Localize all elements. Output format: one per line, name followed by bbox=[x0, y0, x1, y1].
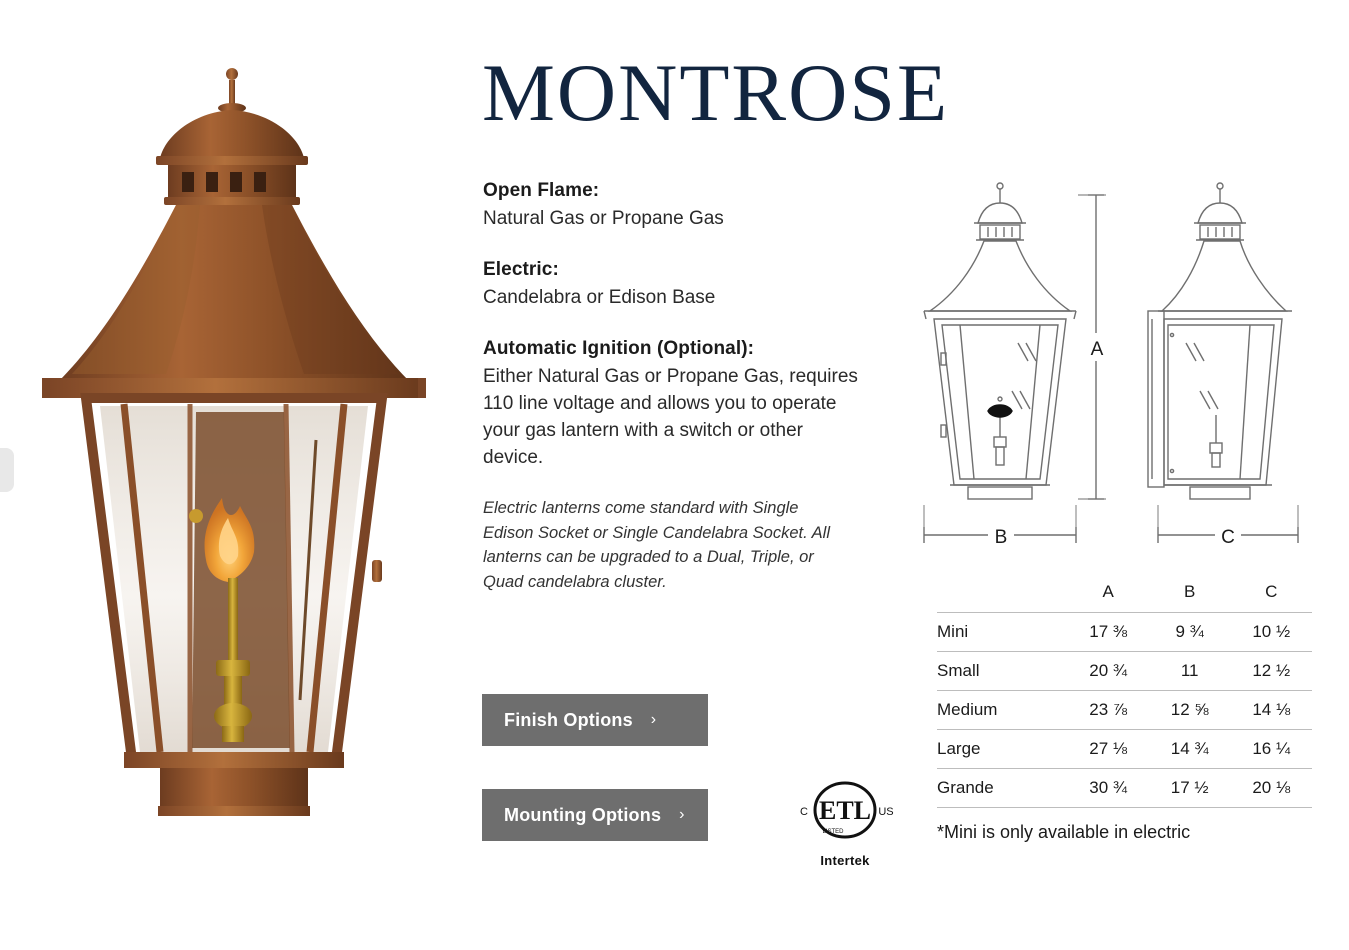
etl-listed-icon bbox=[790, 775, 900, 845]
dimension-letter-a: A bbox=[1090, 339, 1104, 360]
cell-medium-c: 14 ⅛ bbox=[1230, 691, 1312, 730]
svg-text:US: US bbox=[878, 806, 894, 818]
product-photo bbox=[0, 0, 470, 950]
cell-small-a: 20 ¾ bbox=[1067, 652, 1149, 691]
dimension-letter-c: C bbox=[1221, 527, 1235, 548]
cell-mini-b: 9 ¾ bbox=[1149, 613, 1231, 652]
chevron-right-icon: › bbox=[679, 806, 685, 823]
page-edge-tab[interactable] bbox=[0, 448, 14, 492]
cell-small-c: 12 ½ bbox=[1230, 652, 1312, 691]
column-header-b: B bbox=[1184, 582, 1196, 601]
cell-mini-a: 17 ⅜ bbox=[1067, 613, 1149, 652]
spec-heading-electric: Electric: bbox=[483, 258, 559, 280]
column-header-c: C bbox=[1265, 582, 1278, 601]
table-footnote: *Mini is only available in electric bbox=[937, 822, 1191, 842]
table-row bbox=[937, 730, 1312, 769]
specifications bbox=[483, 180, 863, 595]
cell-large-a: 27 ⅛ bbox=[1067, 730, 1149, 769]
mounting-options-button[interactable] bbox=[482, 789, 708, 841]
row-size-large: Large bbox=[937, 730, 1067, 769]
spec-body-automatic-ignition: Either Natural Gas or Propane Gas, requires 110 line voltage and allows you to operate your gas lantern with a switch or other device. bbox=[483, 365, 858, 468]
spec-note-sockets: Electric lanterns come standard with Single Edison Socket or Single Candelabra Socket. All lanterns can be upgraded to a Dual, Triple, or Quad candelabra cluster. bbox=[483, 498, 830, 592]
finish-options-label: Finish Options bbox=[504, 709, 633, 730]
row-size-medium: Medium bbox=[937, 691, 1067, 730]
cell-grande-a: 30 ¾ bbox=[1067, 769, 1149, 808]
spec-heading-open-flame: Open Flame: bbox=[483, 180, 600, 201]
column-header-a: A bbox=[1102, 582, 1114, 601]
cell-mini-c: 10 ½ bbox=[1230, 613, 1312, 652]
dimensions-table bbox=[937, 578, 1312, 808]
row-size-grande: Grande bbox=[937, 769, 1067, 808]
cell-medium-b: 12 ⅝ bbox=[1149, 691, 1231, 730]
column-header-size bbox=[937, 578, 1067, 613]
page-title: MONTROSE bbox=[482, 47, 950, 138]
table-row bbox=[937, 652, 1312, 691]
dimension-diagrams bbox=[900, 175, 1330, 555]
table-row bbox=[937, 769, 1312, 808]
svg-text:C: C bbox=[800, 806, 808, 818]
svg-text:LISTED: LISTED bbox=[822, 829, 844, 835]
etl-certification-badge bbox=[790, 775, 900, 868]
spec-body-electric: Candelabra or Edison Base bbox=[483, 286, 716, 308]
table-row bbox=[937, 691, 1312, 730]
finish-options-button[interactable] bbox=[482, 694, 708, 746]
svg-text:ETL: ETL bbox=[818, 796, 872, 825]
chevron-right-icon: › bbox=[650, 711, 657, 728]
lantern-line-drawings bbox=[900, 175, 1330, 555]
cell-small-b: 11 bbox=[1149, 652, 1231, 691]
cell-medium-a: 23 ⅞ bbox=[1067, 691, 1149, 730]
cell-large-b: 14 ¾ bbox=[1149, 730, 1231, 769]
table-header-row bbox=[937, 578, 1312, 613]
dimension-letter-b: B bbox=[994, 527, 1008, 548]
mounting-options-label: Mounting Options bbox=[504, 804, 662, 825]
spec-body-open-flame: Natural Gas or Propane Gas bbox=[483, 208, 724, 229]
row-size-small: Small bbox=[937, 652, 1067, 691]
row-size-mini: Mini bbox=[937, 613, 1067, 652]
etl-brand-label: Intertek bbox=[820, 853, 870, 868]
table-row bbox=[937, 613, 1312, 652]
cell-grande-c: 20 ⅛ bbox=[1230, 769, 1312, 808]
cell-large-c: 16 ¼ bbox=[1230, 730, 1312, 769]
spec-heading-automatic-ignition: Automatic Ignition (Optional): bbox=[483, 337, 755, 359]
lantern-illustration bbox=[0, 0, 470, 950]
cell-grande-b: 17 ½ bbox=[1149, 769, 1231, 808]
